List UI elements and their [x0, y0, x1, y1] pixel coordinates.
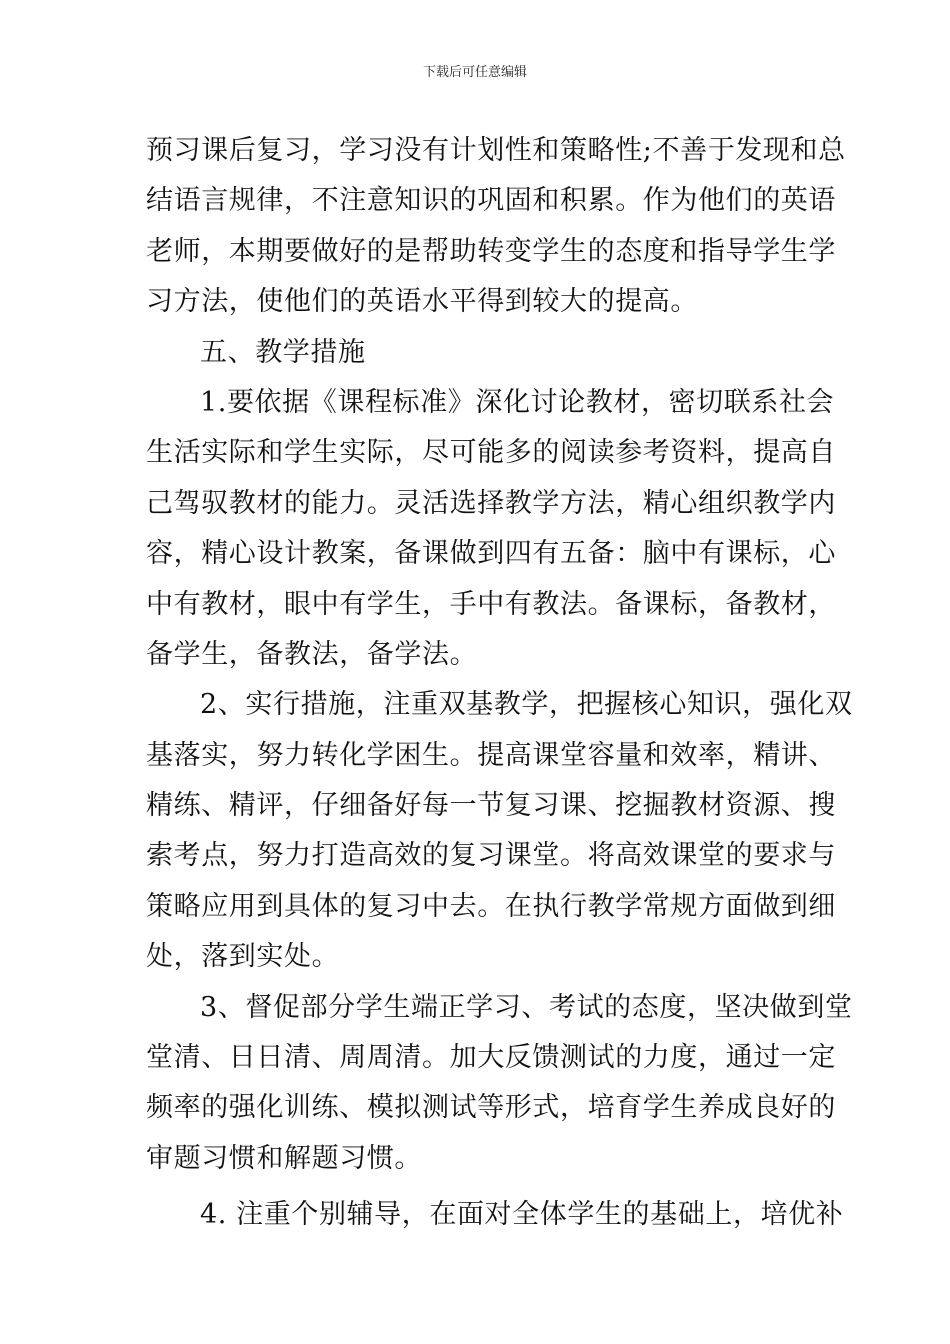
- text-line: 2、实行措施，注重双基教学，把握核心知识，强化双: [200, 689, 853, 721]
- text-line: 处，落到实处。: [146, 941, 340, 973]
- page-header: 下载后可任意编辑: [422, 65, 527, 80]
- text-line: 精练、精评，仔细备好每一节复习课、挖掘教材资源、搜: [146, 790, 836, 822]
- text-line: 频率的强化训练、模拟测试等形式，培育学生养成良好的: [146, 1092, 836, 1124]
- text-line: 4. 注重个别辅导，在面对全体学生的基础上，培优补: [200, 1199, 844, 1231]
- text-line: 结语言规律，不注意知识的巩固和积累。作为他们的英语: [146, 185, 836, 217]
- text-line: 审题习惯和解题习惯。: [146, 1142, 422, 1174]
- text-line: 基落实，努力转化学困生。提高课堂容量和效率，精讲、: [146, 739, 836, 771]
- text-line: 生活实际和学生实际，尽可能多的阅读参考资料，提高自: [146, 437, 836, 469]
- section-heading: 五、教学措施: [200, 336, 366, 368]
- text-line: 备学生，备教法，备学法。: [146, 638, 478, 670]
- text-line: 3、督促部分学生端正学习、考试的态度，坚决做到堂: [200, 991, 853, 1023]
- text-line: 索考点，努力打造高效的复习课堂。将高效课堂的要求与: [146, 840, 836, 872]
- text-line: 容，精心设计教案，备课做到四有五备：脑中有课标，心: [146, 538, 836, 570]
- text-line: 预习课后复习，学习没有计划性和策略性;不善于发现和总: [146, 135, 846, 166]
- text-line: 中有教材，眼中有学生，手中有教法。备课标，备教材，: [146, 588, 836, 620]
- text-line: 策略应用到具体的复习中去。在执行教学常规方面做到细: [146, 890, 836, 922]
- text-line: 老师，本期要做好的是帮助转变学生的态度和指导学生学: [146, 235, 836, 267]
- text-line: 习方法，使他们的英语水平得到较大的提高。: [146, 286, 698, 318]
- text-line: 己驾驭教材的能力。灵活选择教学方法，精心组织教学内: [146, 487, 836, 519]
- document-body: [146, 126, 853, 1241]
- text-line: 堂清、日日清、周周清。加大反馈测试的力度，通过一定: [146, 1042, 836, 1074]
- text-line: 1.要依据《课程标准》深化讨论教材，密切联系社会: [200, 386, 835, 418]
